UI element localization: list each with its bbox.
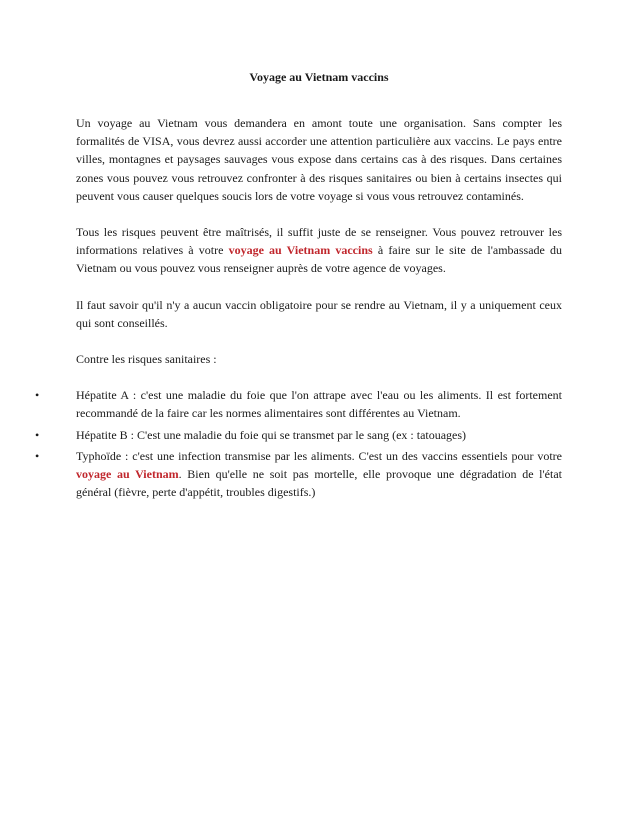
- list-item-hepatite-a: [35, 386, 562, 422]
- paragraph-mandatory: Il faut savoir qu'il n'y a aucun vaccin obligatoire pour se rendre au Vietnam, il y a uniquement ceux qui sont conseillés.: [76, 297, 562, 330]
- paragraph-risks: [76, 223, 562, 278]
- document-body: [35, 114, 562, 504]
- list-item-text: Hépatite B : C'est une maladie du foie qui se transmet par le sang (ex : tatouages): [76, 427, 467, 442]
- list-item-hepatite-b: [35, 426, 562, 444]
- bullet-icon: •: [35, 448, 40, 463]
- paragraph-risks-text-before: Tous les risques peuvent être maîtrisés, il suffit juste de se renseigner. Vous pouvez retrouver les informations relatives à votre: [76, 225, 562, 258]
- vaccine-list: [35, 386, 562, 501]
- bullet-icon: •: [35, 427, 40, 442]
- list-item-text-after: . Bien qu'elle ne soit pas mortelle, elle provoque une dégradation de l'état général (fièvre, perte d'appétit, troubles digestifs.): [76, 467, 562, 500]
- paragraph-health-risks: Contre les risques sanitaires :: [76, 352, 217, 367]
- list-item-typhoide: [35, 447, 562, 502]
- voyage-vietnam-link[interactable]: voyage au Vietnam: [76, 467, 179, 482]
- list-item-text: Hépatite A : c'est une maladie du foie que l'on attrape avec l'eau ou les aliments. Il est fortement recommandé de la faire car les normes alimentaires sont différentes au Vietnam.: [76, 388, 562, 421]
- document-title: Voyage au Vietnam vaccins: [249, 70, 389, 84]
- voyage-vaccins-link[interactable]: voyage au Vietnam vaccins: [228, 243, 373, 258]
- paragraph-risks-text-after: à faire sur le site de l'ambassade du Vietnam ou vous pouvez vous renseigner auprès de votre agence de voyages.: [76, 243, 562, 276]
- list-item-text-before: Typhoïde : c'est une infection transmise par les aliments. C'est un des vaccins essentiels pour votre: [76, 448, 562, 463]
- paragraph-intro: Un voyage au Vietnam vous demandera en amont toute une organisation. Sans compter les formalités de VISA, vous devrez aussi accorder une attention particulière aux vaccins. Le pays entre villes, montagnes et paysages sauvages vous expose dans certains cas à des risques. Dans certaines zones vous pouvez vous retrouvez confronter à des risques sanitaires ou bien à certains insectes qui peuvent vous causer quelques soucis lors de votre voyage si vous vous retrouvez contaminés.: [76, 116, 562, 203]
- bullet-icon: •: [35, 388, 40, 403]
